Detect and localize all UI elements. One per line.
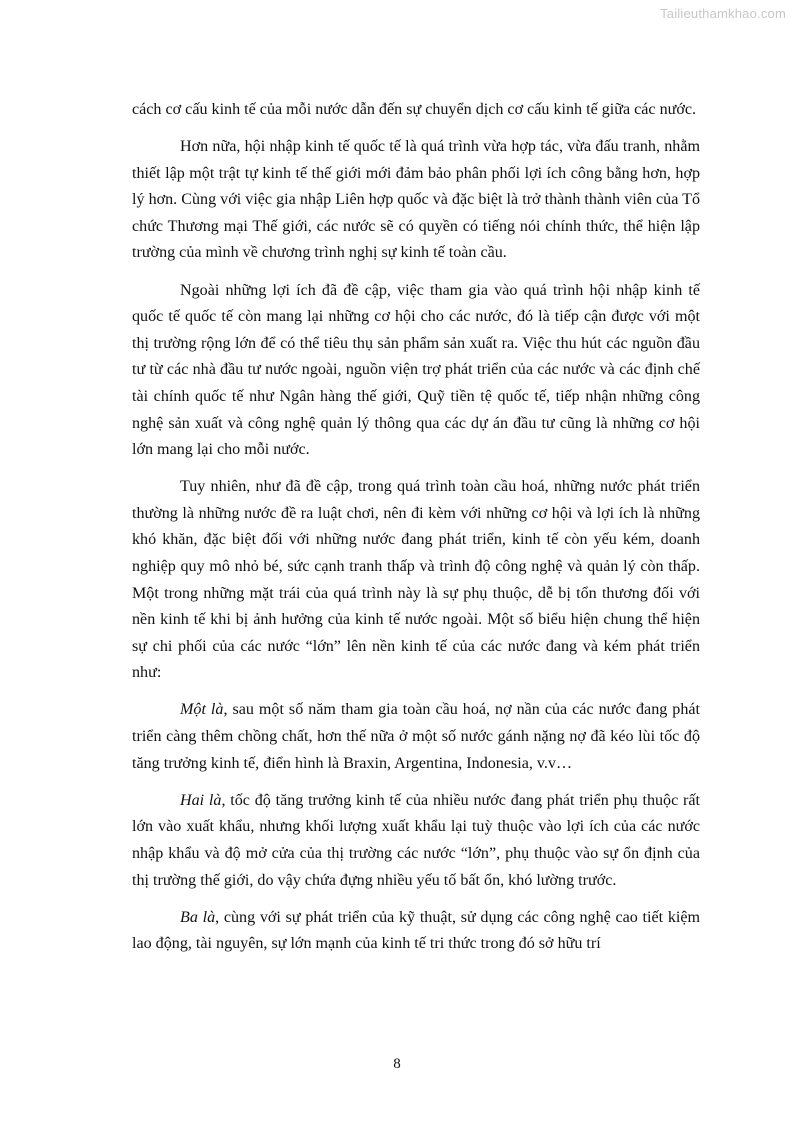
paragraph-3: Ngoài những lợi ích đã đề cập, việc tham gia vào quá trình hội nhập kinh tế quốc tế quốc tế còn mang lại những cơ hội cho các nước, đó là tiếp cận được với một thị trường rộng lớn để có thể tiêu thụ sản phẩm sản xuất ra. Việc thu hút các nguồn đầu tư từ các nhà đầu tư nước ngoài, nguồn viện trợ phát triển của các nước và các định chế tài chính quốc tế như Ngân hàng thế giới, Quỹ tiền tệ quốc tế, tiếp nhận những công nghệ sản xuất và công nghệ quản lý thông qua các dự án đầu tư cũng là những cơ hội lớn mang lại cho mỗi nước. [132, 281, 700, 459]
paragraph-1: cách cơ cấu kinh tế của mỗi nước dẫn đến sự chuyển dịch cơ cấu kinh tế giữa các nước. [132, 101, 697, 118]
paragraph-6-lead: Hai là [180, 791, 222, 809]
paragraph-7 [132, 905, 700, 958]
paragraph-6 [132, 788, 700, 894]
paragraph-2: Hơn nữa, hội nhập kinh tế quốc tế là quá trình vừa hợp tác, vừa đấu tranh, nhằm thiết lập một trật tự kinh tế thế giới mới đảm bảo phân phối lợi ích công bằng hơn, hợp lý hơn. Cùng với việc gia nhập Liên hợp quốc và đặc biệt là trở thành thành viên của Tổ chức Thương mại Thế giới, các nước sẽ có quyền có tiếng nói chính thức, thể hiện lập trường của mình về chương trình nghị sự kinh tế toàn cầu. [132, 138, 700, 262]
page-number: 8 [393, 1056, 401, 1072]
document-body [132, 97, 700, 968]
watermark-text: Tailieuthamkhao.com [660, 6, 786, 21]
paragraph-5-text: , sau một số năm tham gia toàn cầu hoá, nợ nần của các nước đang phát triển càng thêm chồng chất, hơn thế nữa ở một số nước gánh nặng nợ đã kéo lùi tốc độ tăng trưởng kinh tế, điển hình là Braxin, Argentina, Indonesia, v.v… [132, 701, 700, 772]
paragraph-7-lead: Ba là [180, 908, 216, 926]
paragraph-7-text: , cùng với sự phát triển của kỹ thuật, sử dụng các công nghệ cao tiết kiệm lao động, tài nguyên, sự lớn mạnh của kinh tế tri thức trong đó sở hữu trí [132, 908, 700, 953]
paragraph-6-text: , tốc độ tăng trưởng kinh tế của nhiều nước đang phát triển phụ thuộc rất lớn vào xuất khẩu, nhưng khối lượng xuất khẩu lại tuỳ thuộc vào lợi ích của các nước nhập khẩu và độ mở cửa của thị trường các nước “lớn”, phụ thuộc vào sự ổn định của thị trường thế giới, do vậy chứa đựng nhiều yếu tố bất ổn, khó lường trước. [132, 791, 700, 889]
paragraph-5 [132, 697, 700, 777]
paragraph-5-lead: Một là [180, 701, 224, 719]
paragraph-4: Tuy nhiên, như đã đề cập, trong quá trình toàn cầu hoá, những nước phát triển thường là những nước đề ra luật chơi, nên đi kèm với những cơ hội và lợi ích là những khó khăn, đặc biệt đối với những nước đang phát triển, kinh tế còn yếu kém, doanh nghiệp quy mô nhỏ bé, sức cạnh tranh thấp và trình độ công nghệ và quản lý còn thấp. Một trong những mặt trái của quá trình này là sự phụ thuộc, dễ bị tổn thương đối với nền kinh tế khi bị ảnh hưởng của kinh tế nước ngoài. Một số biểu hiện chung thể hiện sự chi phối của các nước “lớn” lên nền kinh tế của các nước đang và kém phát triển như: [132, 478, 700, 682]
